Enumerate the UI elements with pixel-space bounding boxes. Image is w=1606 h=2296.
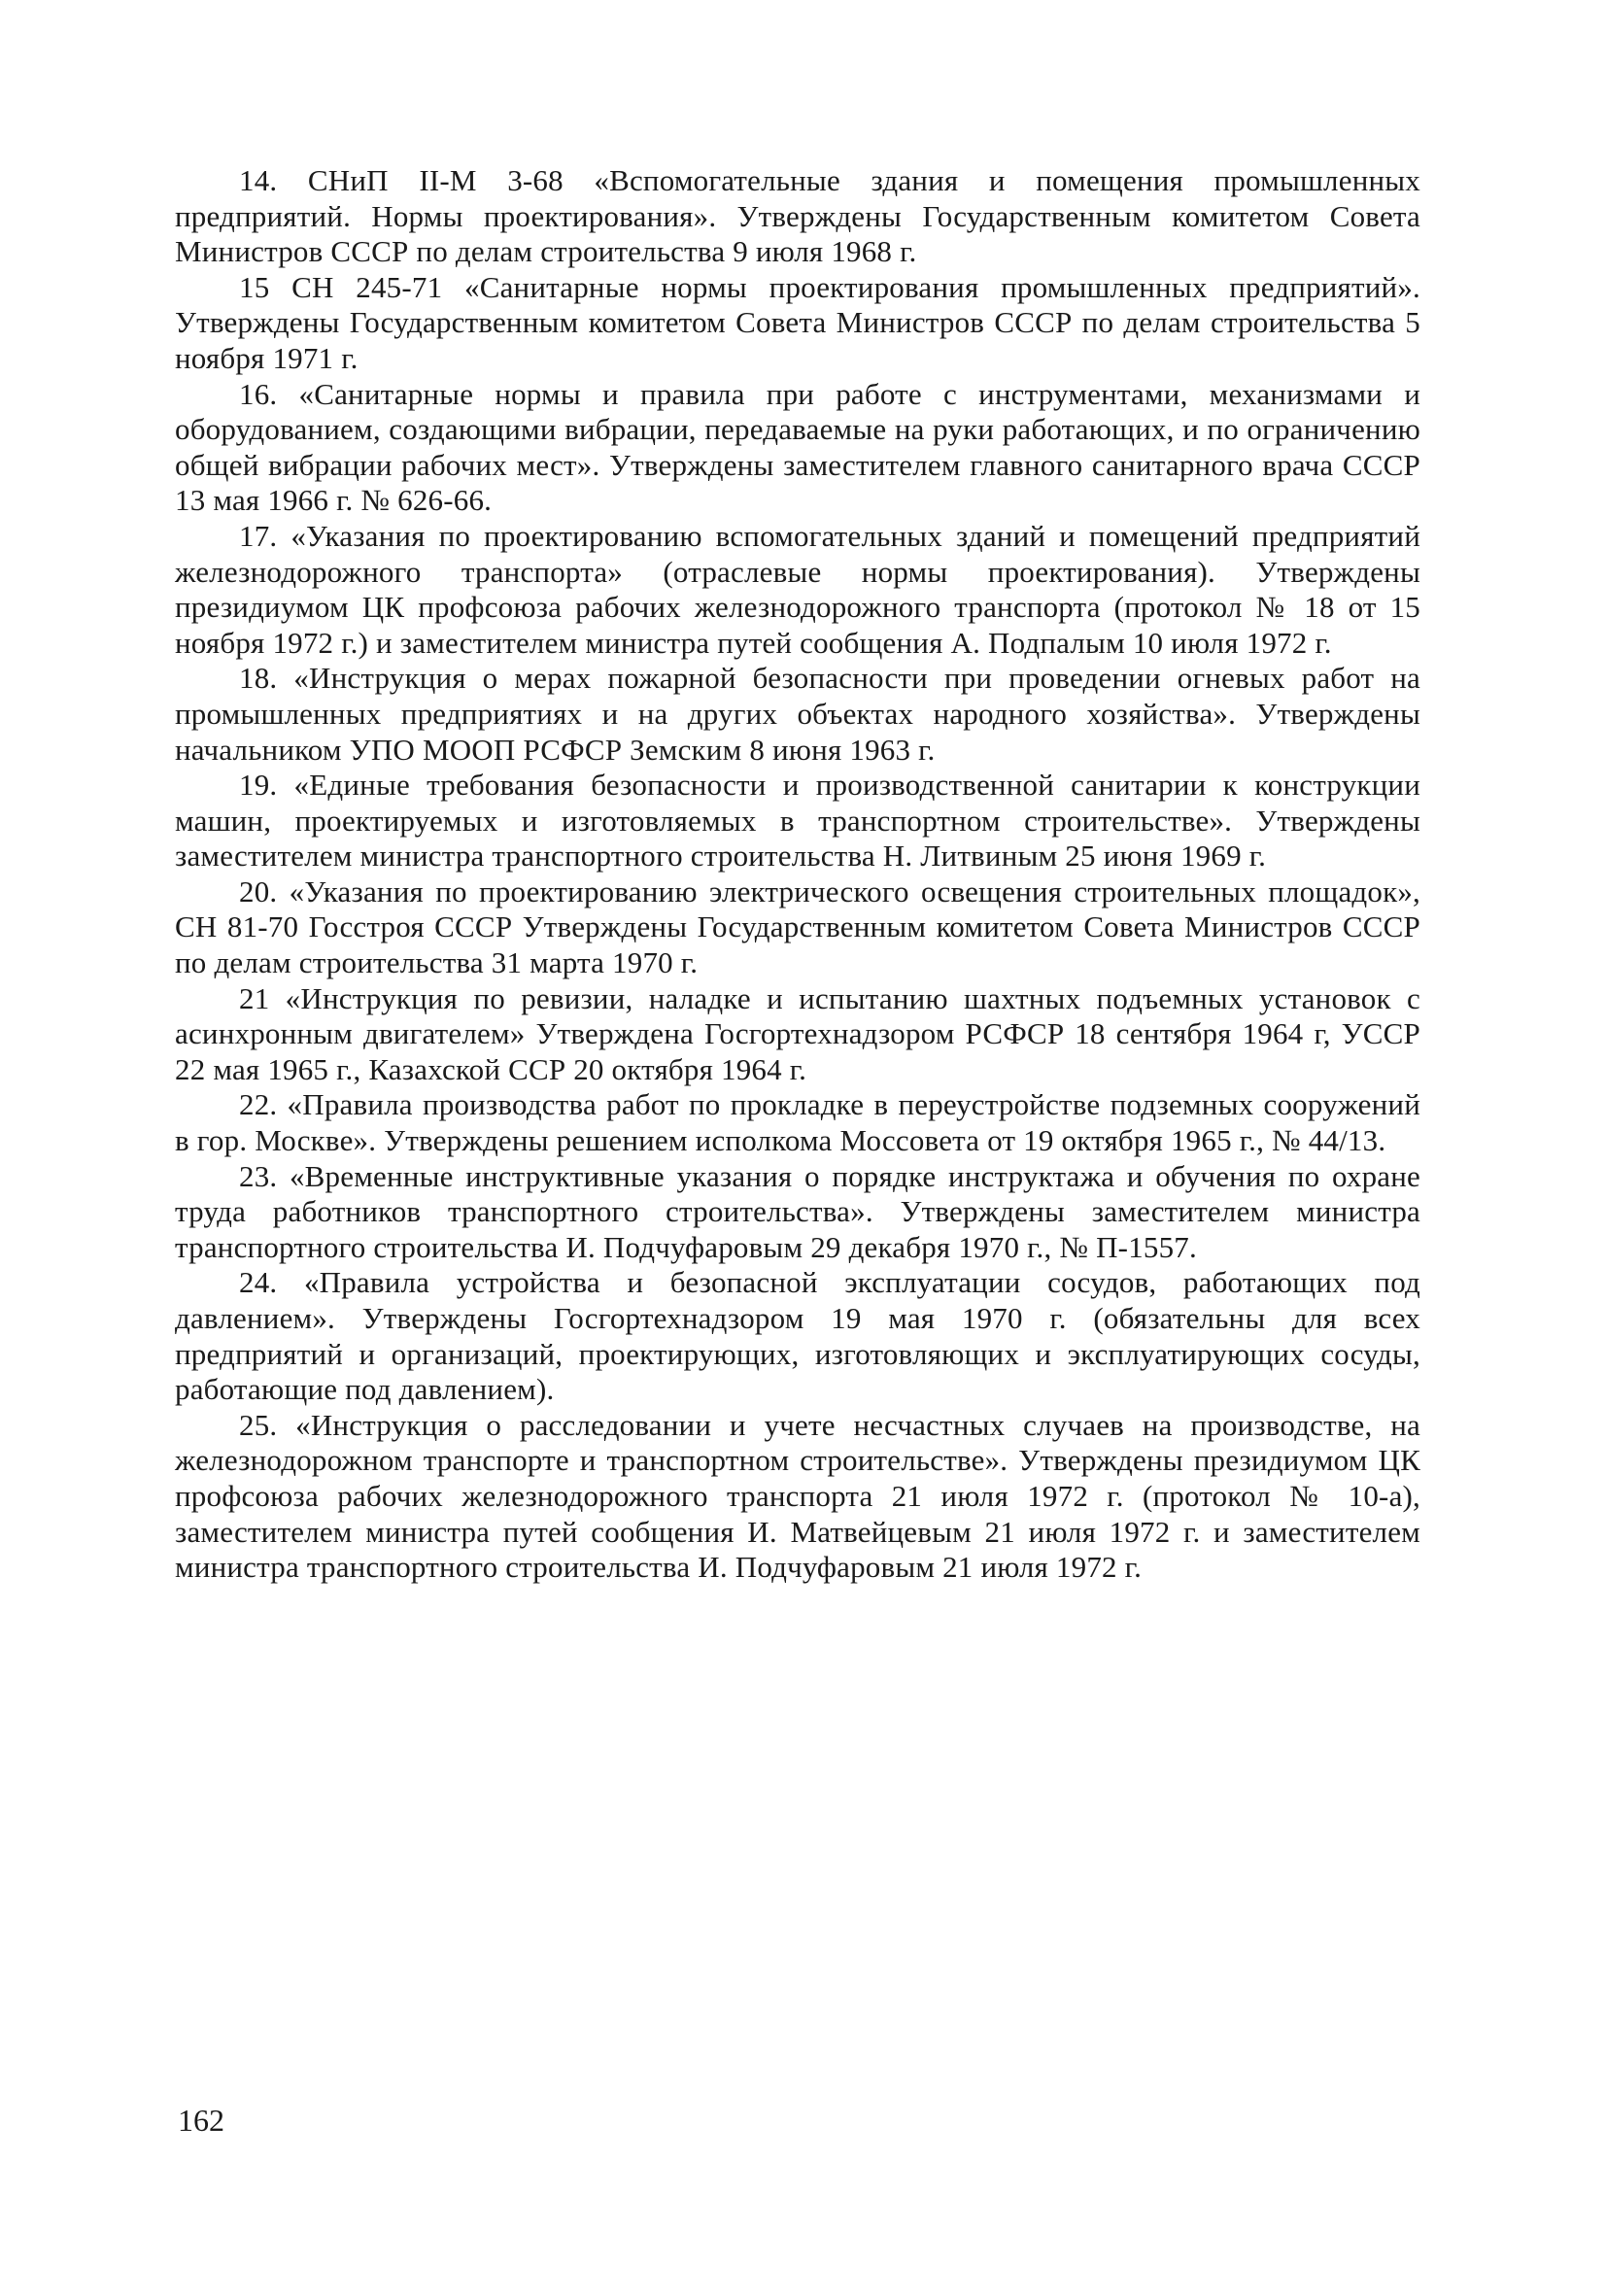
reference-entry-15: 15 СН 245-71 «Санитарные нормы проектирования промышленных предприятий». Утверждены Государственным комитетом Совета Министров СССР по делам строительства 5 ноября 1971 г. bbox=[175, 269, 1420, 375]
reference-entry-18: 18. «Инструкция о мерах пожарной безопасности при проведении огневых работ на промышленных предприятиях и на других объектах народного хозяйства». Утверждены начальником УПО МООП РСФСР Земским 8 июня 1963 г. bbox=[175, 661, 1420, 767]
reference-entry-20: 20. «Указания по проектированию электрического освещения строительных площадок», СН 81-70 Госстроя СССР Утверждены Государственным комитетом Совета Министров СССР по делам строительства 31 марта 1970 г. bbox=[175, 874, 1420, 980]
reference-entry-17: 17. «Указания по проектированию вспомогательных зданий и помещений предприятий железнодорожного транспорта» (отраслевые нормы проектирования). Утверждены президиумом ЦК профсоюза рабочих железнодорожного транспорта (протокол № 18 от 15 ноября 1972 г.) и заместителем министра путей сообщения А. Подпалым 10 июля 1972 г. bbox=[175, 518, 1420, 660]
reference-entry-22: 22. «Правила производства работ по прокладке в переустройстве подземных сооружений в гор. Москве». Утверждены решением исполкома Моссовета от 19 октября 1965 г., № 44/13. bbox=[175, 1087, 1420, 1158]
reference-entry-21: 21 «Инструкция по ревизии, наладке и испытанию шахтных подъемных установок с асинхронным двигателем» Утверждена Госгортехнадзором РСФСР 18 сентября 1964 г, УССР 22 мая 1965 г., Казахской ССР 20 октября 1964 г. bbox=[175, 980, 1420, 1086]
document-body bbox=[175, 163, 1420, 1586]
reference-entry-16: 16. «Санитарные нормы и правила при работе с инструментами, механизмами и оборудованием, создающими вибрации, передаваемые на руки работающих, и по ограничению общей вибрации рабочих мест». Утверждены заместителем главного санитарного врача СССР 13 мая 1966 г. № 626-66. bbox=[175, 376, 1420, 518]
page-number: 162 bbox=[178, 2103, 224, 2138]
reference-entry-25: 25. «Инструкция о расследовании и учете несчастных случаев на производстве, на железнодорожном транспорте и транспортном строительстве». Утверждены президиумом ЦК профсоюза рабочих железнодорожного транспорта 21 июля 1972 г. (протокол № 10-а), заместителем министра путей сообщения И. Матвейцевым 21 июля 1972 г. и заместителем министра транспортного строительства И. Подчуфаровым 21 июля 1972 г. bbox=[175, 1407, 1420, 1585]
reference-entry-24: 24. «Правила устройства и безопасной эксплуатации сосудов, работающих под давлением». Утверждены Госгортехнадзором 19 мая 1970 г. (обязательны для всех предприятий и организаций, проектирующих, изготовляющих и эксплуатирующих сосуды, работающие под давлением). bbox=[175, 1265, 1420, 1407]
reference-entry-23: 23. «Временные инструктивные указания о порядке инструктажа и обучения по охране труда работников транспортного строительства». Утверждены заместителем министра транспортного строительства И. Подчуфаровым 29 декабря 1970 г., № П-1557. bbox=[175, 1158, 1420, 1264]
reference-entry-19: 19. «Единые требования безопасности и производственной санитарии к конструкции машин, проектируемых и изготовляемых в транспортном строительстве». Утверждены заместителем министра транспортного строительства Н. Литвиным 25 июня 1969 г. bbox=[175, 768, 1420, 874]
reference-entry-14: 14. СНиП II-М 3-68 «Вспомогательные здания и помещения промышленных предприятий. Нормы проектирования». Утверждены Государственным комитетом Совета Министров СССР по делам строительства 9 июля 1968 г. bbox=[175, 163, 1420, 269]
